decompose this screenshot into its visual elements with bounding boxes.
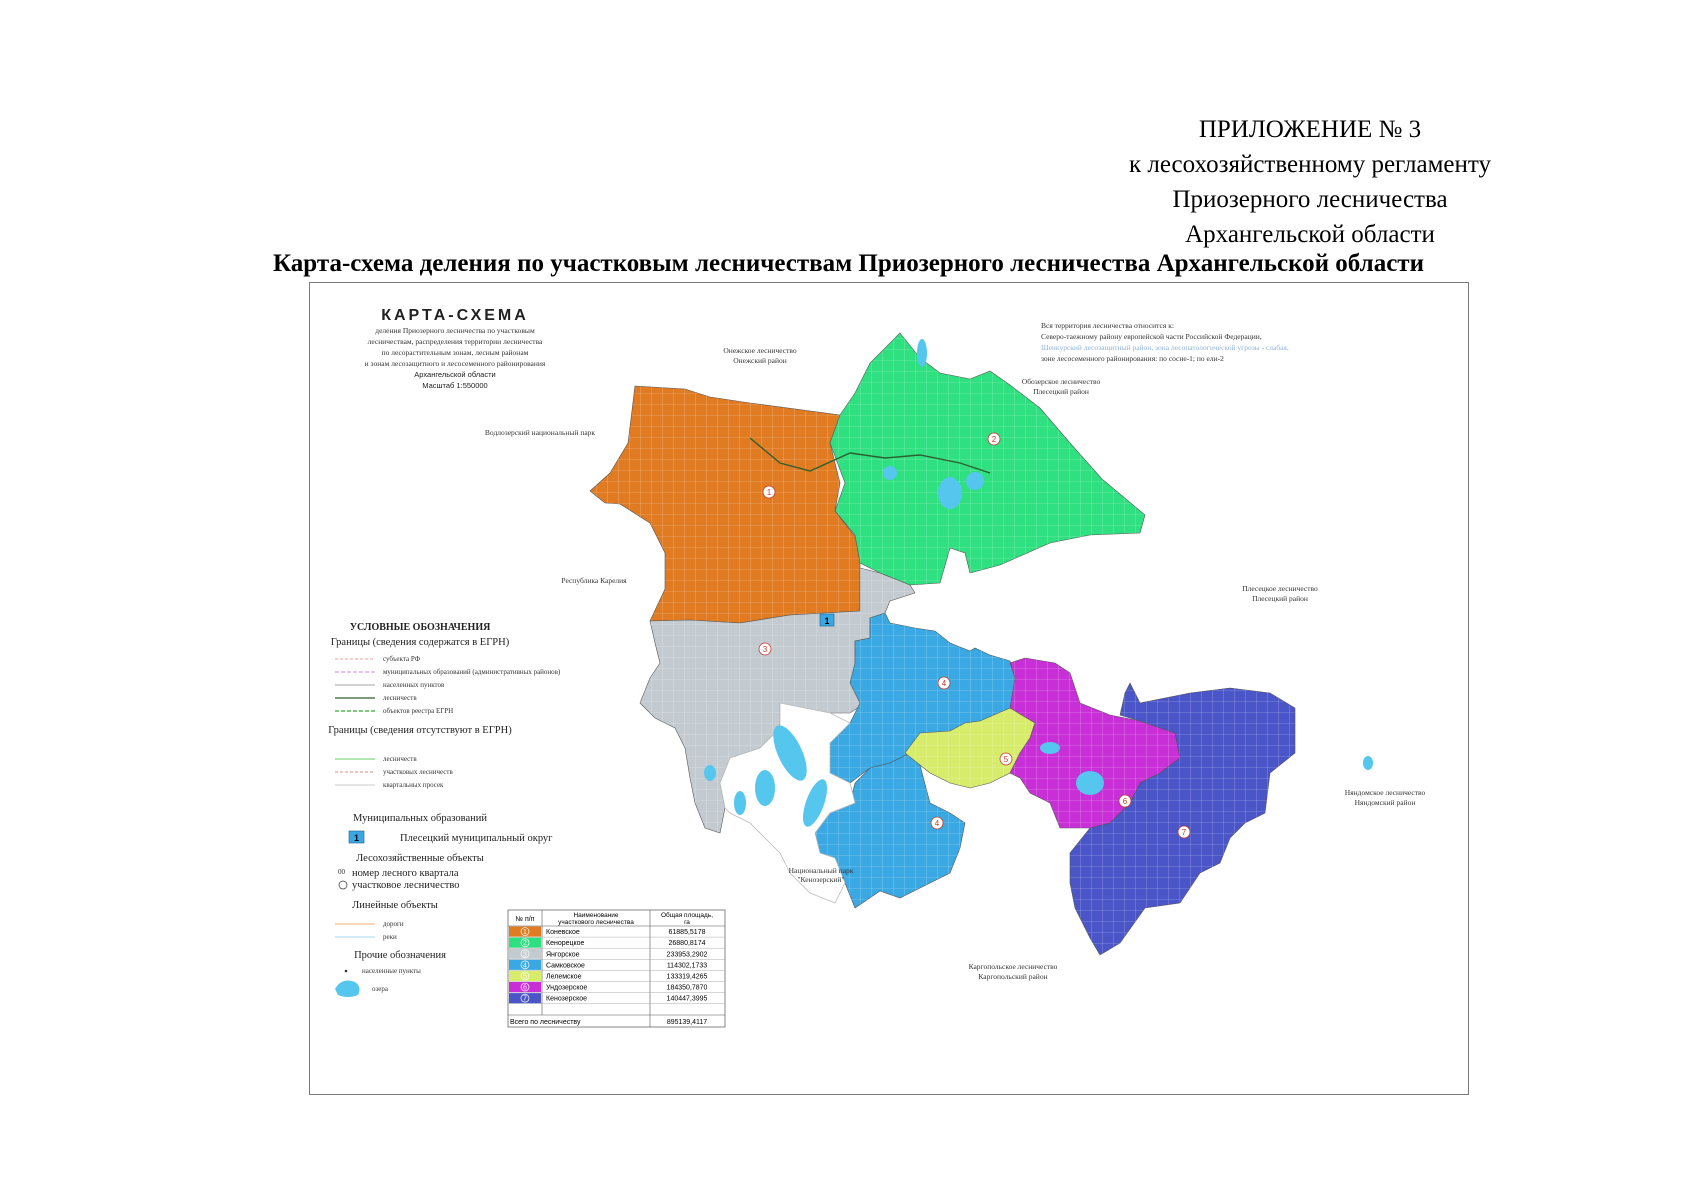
svg-text:номер лесного квартала: номер лесного квартала	[352, 868, 459, 879]
svg-text:Муниципальных образований: Муниципальных образований	[353, 813, 487, 824]
svg-text:муниципальных образований (адм: муниципальных образований (административных районов)	[383, 668, 561, 676]
table-cell-num: 1	[523, 929, 527, 937]
table-cell-num: 7	[523, 995, 527, 1003]
svg-text:Каргопольское лесничество: Каргопольское лесничество	[968, 962, 1058, 971]
svg-text:Плесецкий район: Плесецкий район	[1252, 594, 1308, 603]
table-cell-num: 6	[523, 984, 527, 992]
svg-text:лесничеств: лесничеств	[383, 694, 417, 702]
district-marker-3[interactable]	[759, 643, 771, 655]
svg-text:Плесецкий район: Плесецкий район	[1033, 387, 1089, 396]
svg-text:1: 1	[824, 616, 830, 626]
table-cell-name: Лелемское	[546, 973, 582, 981]
svg-text:6: 6	[1122, 797, 1128, 806]
table-cell-name: Ундозерское	[546, 984, 588, 992]
table-cell-name: Коневское	[546, 929, 580, 937]
table-total-area: 895139,4117	[666, 1019, 708, 1026]
svg-text:4: 4	[934, 819, 940, 828]
map-canvas	[310, 283, 1470, 1096]
district-marker-1[interactable]	[763, 486, 775, 498]
svg-text:Няндомское лесничество: Няндомское лесничество	[1344, 788, 1426, 797]
svg-text:участковое лесничество: участковое лесничество	[352, 880, 460, 891]
table-cell-num: 4	[523, 962, 527, 970]
quarter-grid	[830, 333, 1145, 585]
table-cell-name: Янгорское	[546, 951, 580, 959]
table-cell-name: Кенозерское	[546, 995, 587, 1003]
svg-text:участкового лесничества: участкового лесничества	[558, 919, 634, 926]
info-line: Шенкурский лесозащитный район, зона лесопатологической угрозы - слабая,	[1041, 343, 1289, 352]
table-total-label: Всего по лесничеству	[510, 1019, 581, 1026]
svg-text:Прочие обозначения: Прочие обозначения	[354, 950, 446, 961]
district-marker-5[interactable]	[1000, 753, 1012, 765]
table-cell-area: 184350,7870	[666, 984, 708, 992]
appendix-line: к лесохозяйственному регламенту	[1128, 151, 1492, 178]
district-marker-4b[interactable]	[931, 817, 943, 829]
svg-text:Обозерское лесничество: Обозерское лесничество	[1021, 377, 1101, 386]
svg-text:1: 1	[353, 833, 360, 843]
table-header-area: Общая площадь,	[660, 912, 714, 919]
table-cell-area: 26880,8174	[668, 940, 706, 948]
svg-text:населенные пункты: населенные пункты	[362, 967, 421, 975]
map-frame	[309, 282, 1469, 1095]
svg-text:реки: реки	[383, 933, 397, 941]
svg-text:лесничеств: лесничеств	[383, 755, 417, 763]
svg-text:Онежский район: Онежский район	[733, 356, 787, 365]
area-table	[508, 910, 725, 1027]
svg-text:4: 4	[941, 679, 947, 688]
svg-text:Плесецкое лесничество: Плесецкое лесничество	[1242, 584, 1318, 593]
table-cell-area: 140447,3995	[666, 995, 708, 1003]
map-subtitle-line: по лесорастительным зонам, лесным районам	[381, 348, 529, 357]
svg-text:Лесохозяйственные объекты: Лесохозяйственные объекты	[356, 853, 484, 864]
legend-egrn-heading: Границы (сведения содержатся в ЕГРН)	[330, 637, 510, 648]
table-cell-name: Кенорецкое	[546, 940, 585, 948]
district-marker-7[interactable]	[1178, 826, 1190, 838]
appendix-line: ПРИЛОЖЕНИЕ № 3	[1198, 116, 1422, 143]
map-subtitle-line: Архангельской области	[414, 370, 496, 379]
district-region-1[interactable]	[590, 386, 860, 623]
document-title: Карта-схема деления по участковым лесничествам Приозерного лесничества Архангельской области	[272, 250, 1424, 277]
district-marker-4a[interactable]	[938, 677, 950, 689]
table-cell-area: 233953,2902	[666, 951, 708, 959]
table-cell-area: 114302,1733	[666, 962, 708, 970]
table-cell-area: 61885,5178	[668, 929, 706, 937]
table-cell-area: 133319,4265	[666, 973, 708, 981]
svg-text:Онежское лесничество: Онежское лесничество	[723, 346, 797, 355]
info-line: Вся территория лесничества относится к:	[1041, 321, 1174, 330]
svg-text:"Кенозерский": "Кенозерский"	[797, 875, 845, 884]
svg-text:Плесецкий муниципальный округ: Плесецкий муниципальный округ	[400, 833, 553, 844]
svg-text:5: 5	[1003, 755, 1009, 764]
svg-text:3: 3	[762, 645, 768, 654]
svg-text:Республика Карелия: Республика Карелия	[561, 576, 627, 585]
svg-text:2: 2	[991, 435, 997, 444]
svg-text:1: 1	[766, 488, 772, 497]
legend-no-egrn-heading: Границы (сведения отсутствуют в ЕГРН)	[328, 725, 512, 736]
table-cell-num: 2	[523, 940, 527, 948]
map-subtitle-line: деления Приозерного лесничества по участковым	[375, 326, 535, 335]
svg-text:дороги: дороги	[383, 920, 404, 928]
map-subtitle-line: лесничествам, распределения территории лесничества	[367, 337, 543, 346]
map-heading-block	[365, 307, 546, 390]
district-marker-6[interactable]	[1119, 795, 1131, 807]
info-line: зоне лесосеменного районирования: по сосне-1; по ели-2	[1041, 354, 1224, 363]
svg-text:Водлозерский национальный парк: Водлозерский национальный парк	[484, 428, 596, 437]
table-cell-num: 3	[523, 951, 527, 959]
district-region-2[interactable]	[830, 333, 1145, 585]
svg-text:квартальных просек: квартальных просек	[383, 781, 444, 789]
municipal-marker[interactable]	[820, 614, 834, 626]
svg-text:Каргопольский район: Каргопольский район	[978, 972, 1048, 981]
svg-text:Няндомский район: Няндомский район	[1354, 798, 1416, 807]
map-subtitle-line: и зонам лесозащитного и лесосеменного районирования	[364, 359, 546, 368]
legend-title: УСЛОВНЫЕ ОБОЗНАЧЕНИЯ	[349, 622, 491, 633]
appendix-line: Приозерного лесничества	[1172, 186, 1448, 213]
district-marker-2[interactable]	[988, 433, 1000, 445]
svg-text:озера: озера	[372, 985, 388, 993]
svg-text:00: 00	[338, 868, 345, 876]
svg-text:объектов реестра ЕГРН: объектов реестра ЕГРН	[383, 707, 454, 715]
svg-text:Линейные объекты: Линейные объекты	[352, 900, 438, 911]
table-cell-name: Самковское	[546, 962, 585, 970]
map-heading: КАРТА-СХЕМА	[381, 307, 529, 324]
info-line: Северо-таежному району европейской части Российской Федерации,	[1041, 332, 1262, 341]
table-header-num: № п/п	[515, 916, 535, 923]
map-scale: Масштаб 1:550000	[422, 381, 488, 390]
appendix-line: Архангельской области	[1185, 221, 1435, 248]
svg-text:субъекта РФ: субъекта РФ	[383, 655, 421, 663]
svg-text:населенных пунктов: населенных пунктов	[383, 681, 445, 689]
svg-text:7: 7	[1181, 828, 1187, 837]
appendix-block	[1070, 112, 1550, 252]
info-block	[1041, 321, 1289, 363]
svg-text:участковых лесничеств: участковых лесничеств	[383, 768, 453, 776]
svg-text:га: га	[684, 919, 690, 926]
table-header-name: Наименование	[573, 912, 619, 919]
table-cell-num: 5	[523, 973, 527, 981]
svg-text:Национальный парк: Национальный парк	[788, 866, 854, 875]
